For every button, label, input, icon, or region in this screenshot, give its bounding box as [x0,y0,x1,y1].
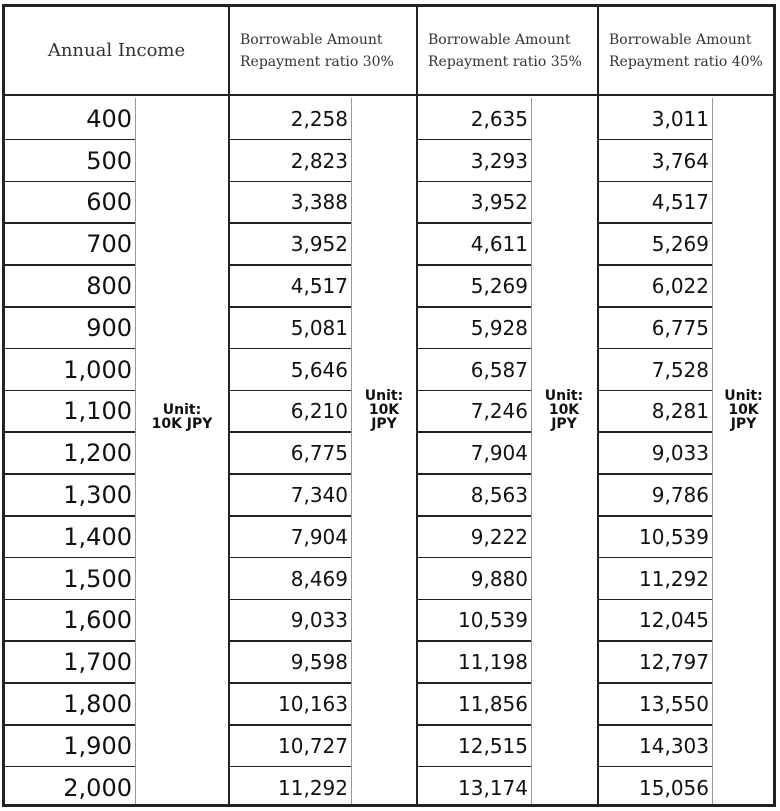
ratio-35-cell: 8,563 [470,483,528,508]
row-rule [230,348,351,350]
ratio-35-cell: 2,635 [470,106,528,131]
unit-divider [351,98,352,804]
ratio-40-cell: 3,764 [651,148,709,173]
header-ratio-35-line2: Repayment ratio 35% [428,53,582,70]
row-rule [5,181,135,183]
ratio-40-cell: 11,292 [639,566,709,591]
row-rule [5,766,135,768]
income-cell: 1,700 [63,648,132,677]
ratio-30-cell: 2,823 [290,148,348,173]
income-cell: 1,600 [63,606,132,635]
ratio-40-cell: 14,303 [639,733,709,758]
ratio-30-cell: 7,904 [290,524,348,549]
income-cell: 800 [86,272,132,301]
ratio-35-cell: 5,269 [470,274,528,299]
row-rule [418,473,531,475]
row-rule [5,599,135,601]
row-rule [230,515,351,517]
row-rule [418,640,531,642]
header-ratio-30-line1: Borrowable Amount [240,31,383,48]
row-rule [599,640,712,642]
row-rule [418,431,531,433]
row-rule [599,390,712,392]
borrowable-amount-table [2,4,776,807]
ratio-35-cell: 11,856 [458,692,528,717]
header-ratio-30-line2: Repayment ratio 30% [240,53,394,70]
income-cell: 1,200 [63,439,132,468]
row-rule [599,473,712,475]
ratio-30-cell: 9,598 [290,650,348,675]
income-cell: 1,400 [63,522,132,551]
income-cell: 700 [86,230,132,259]
ratio-30-cell: 11,292 [278,775,348,800]
income-cell: 500 [86,146,132,175]
ratio-35-cell: 4,611 [470,232,528,257]
income-cell: 400 [86,104,132,133]
row-rule [418,724,531,726]
ratio-40-cell: 9,786 [651,483,709,508]
row-rule [5,348,135,350]
row-rule [418,222,531,224]
row-rule [230,724,351,726]
ratio-30-unit-line1: Unit: [364,388,404,404]
row-rule [230,181,351,183]
ratio-40-cell: 3,011 [651,106,709,131]
income-cell: 600 [86,188,132,217]
unit-divider [531,98,532,804]
ratio-35-cell: 5,928 [470,315,528,340]
ratio-40-cell: 15,056 [639,775,709,800]
ratio-35-cell: 3,952 [470,190,528,215]
ratio-30-cell: 6,775 [290,441,348,466]
ratio-35-cell: 9,222 [470,524,528,549]
ratio-35-cell: 3,293 [470,148,528,173]
ratio-40-unit-line3: JPY [730,416,757,432]
income-cell: 1,500 [63,564,132,593]
row-rule [5,431,135,433]
row-rule [418,515,531,517]
row-rule [5,682,135,684]
ratio-40-cell: 9,033 [651,441,709,466]
row-rule [230,640,351,642]
row-rule [5,222,135,224]
row-rule [230,557,351,559]
header-ratio-35-line1: Borrowable Amount [428,31,571,48]
header-annual-income-label: Annual Income [47,40,186,61]
row-rule [418,139,531,141]
ratio-35-cell: 13,174 [458,775,528,800]
row-rule [5,515,135,517]
row-rule [599,222,712,224]
row-rule [5,724,135,726]
row-rule [599,682,712,684]
ratio-40-cell: 12,045 [639,608,709,633]
row-rule [5,264,135,266]
row-rule [599,139,712,141]
row-rule [418,306,531,308]
ratio-30-cell: 4,517 [290,274,348,299]
row-rule [418,766,531,768]
ratio-35-unit-line1: Unit: [544,388,584,404]
ratio-40-unit-line2: 10K [728,402,759,418]
ratio-35-cell: 7,246 [470,399,528,424]
row-rule [230,264,351,266]
ratio-30-cell: 5,081 [290,315,348,340]
ratio-35-unit-label [533,385,595,435]
ratio-35-cell: 10,539 [458,608,528,633]
ratio-40-cell: 6,775 [651,315,709,340]
row-rule [418,181,531,183]
ratio-30-unit-label [353,385,415,435]
header-ratio-30 [230,7,418,96]
ratio-35-cell: 9,880 [470,566,528,591]
ratio-40-cell: 7,528 [651,357,709,382]
ratio-30-cell: 7,340 [290,483,348,508]
income-unit-label [137,395,227,439]
row-rule [5,473,135,475]
income-unit-line1: Unit: [162,402,202,418]
row-rule [418,557,531,559]
row-rule [599,766,712,768]
income-cell: 900 [86,313,132,342]
income-unit-line2: 10K JPY [151,416,213,432]
header-ratio-40-line1: Borrowable Amount [609,31,752,48]
ratio-35-cell: 11,198 [458,650,528,675]
ratio-35-unit-line3: JPY [551,416,577,432]
row-rule [599,515,712,517]
row-rule [599,599,712,601]
row-rule [230,222,351,224]
ratio-40-unit-line1: Unit: [724,388,763,404]
row-rule [599,724,712,726]
row-rule [230,306,351,308]
row-rule [5,640,135,642]
row-rule [230,682,351,684]
row-rule [418,390,531,392]
ratio-40-cell: 5,269 [651,232,709,257]
header-ratio-35 [418,7,599,96]
row-rule [599,181,712,183]
row-rule [5,306,135,308]
income-cell: 1,300 [63,481,132,510]
row-rule [5,557,135,559]
ratio-40-cell: 8,281 [651,399,709,424]
unit-divider [135,98,136,804]
ratio-35-cell: 12,515 [458,733,528,758]
ratio-30-cell: 5,646 [290,357,348,382]
ratio-30-cell: 6,210 [290,399,348,424]
row-rule [230,599,351,601]
row-rule [418,348,531,350]
ratio-40-cell: 10,539 [639,524,709,549]
header-ratio-40-line2: Repayment ratio 40% [609,53,763,70]
ratio-30-cell: 10,727 [278,733,348,758]
row-rule [230,139,351,141]
header-ratio-40 [599,7,773,96]
row-rule [5,139,135,141]
row-rule [230,390,351,392]
income-cell: 1,800 [63,690,132,719]
ratio-35-cell: 6,587 [470,357,528,382]
ratio-40-cell: 6,022 [651,274,709,299]
row-rule [599,557,712,559]
ratio-40-unit-label [714,385,773,435]
ratio-30-cell: 3,388 [290,190,348,215]
header-annual-income [5,7,230,96]
row-rule [418,599,531,601]
ratio-30-cell: 2,258 [290,106,348,131]
ratio-35-cell: 7,904 [470,441,528,466]
ratio-30-unit-line2: 10K [368,402,400,418]
income-cell: 1,000 [63,355,132,384]
ratio-40-cell: 4,517 [651,190,709,215]
income-cell: 1,900 [63,731,132,760]
ratio-30-cell: 3,952 [290,232,348,257]
row-rule [230,473,351,475]
row-rule [599,306,712,308]
ratio-30-cell: 10,163 [278,692,348,717]
row-rule [599,348,712,350]
row-rule [418,682,531,684]
ratio-30-cell: 9,033 [290,608,348,633]
income-cell: 1,100 [63,397,132,426]
income-cell: 2,000 [63,773,132,802]
ratio-40-cell: 13,550 [639,692,709,717]
row-rule [230,766,351,768]
row-rule [418,264,531,266]
row-rule [5,390,135,392]
ratio-30-cell: 8,469 [290,566,348,591]
unit-divider [712,98,713,804]
ratio-40-cell: 12,797 [639,650,709,675]
row-rule [599,264,712,266]
ratio-35-unit-line2: 10K [548,402,580,418]
row-rule [230,431,351,433]
ratio-30-unit-line3: JPY [371,416,397,432]
row-rule [599,431,712,433]
